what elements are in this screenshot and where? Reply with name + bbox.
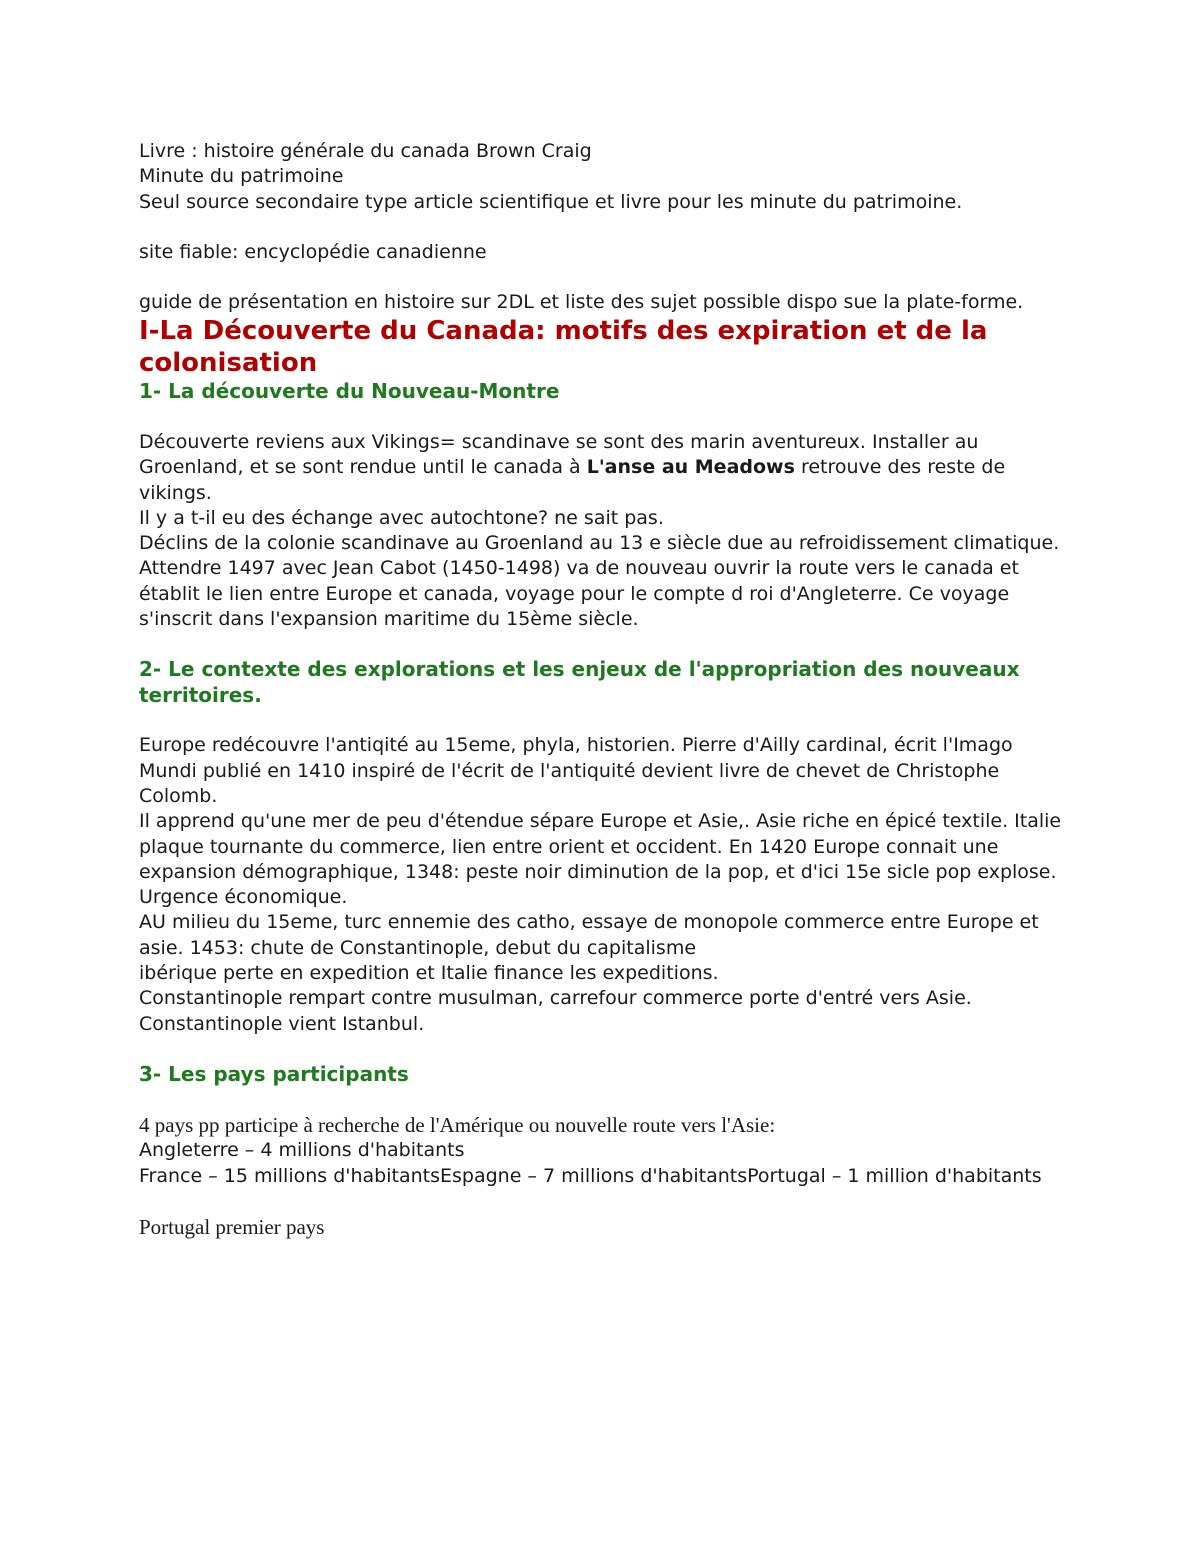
bold-place-name: L'anse au Meadows: [586, 456, 795, 479]
paragraph-portugal-first: Portugal premier pays: [139, 1215, 325, 1240]
paragraph-text: retrouve des reste de vikings.: [139, 456, 1006, 504]
spacer: [139, 1189, 1069, 1214]
intro-guide-line: guide de présentation en histoire sur 2DL et liste des sujet possible dispo sue la plate-forme.: [139, 291, 1024, 314]
paragraph-countries-intro: 4 pays pp participe à recherche de l'Amérique ou nouvelle route vers l'Asie:: [139, 1113, 776, 1138]
spacer: [139, 1037, 1069, 1062]
section-heading-1: I-La Découverte du Canada: motifs des expiration et de la colonisation: [139, 316, 988, 379]
paragraph-turks: AU milieu du 15eme, turc ennemie des catho, essaye de monopole commerce entre Europe et asie. 1453: chute de Constantinople, debut du capitalisme: [139, 911, 1039, 959]
spacer: [139, 405, 1069, 430]
paragraph-text: Découverte reviens aux Vikings= scandinave se sont des marin aventureux. Installer au Groenland, et se sont rendue until le canada à: [139, 430, 979, 479]
paragraph-exchange: Il y a t-il eu des échange avec autochtone? ne sait pas.: [139, 506, 664, 529]
paragraph-antiquity: Europe redécouvre l'antiqité au 15eme, phyla, historien. Pierre d'Ailly cardinal, écrit l'Imago Mundi publié en 1410 inspiré de l'écrit de l'antiquité devient livre de chevet de Christophe Colomb.: [139, 734, 1013, 807]
paragraph-france-spain-portugal: France – 15 millions d'habitantsEspagne – 7 millions d'habitantsPortugal – 1 million d'habitants: [139, 1164, 1042, 1187]
spacer: [139, 1087, 1069, 1112]
paragraph-iberian: ibérique perte en expedition et Italie finance les expeditions.: [139, 962, 719, 985]
paragraph-cabot: Attendre 1497 avec Jean Cabot (1450-1498) va de nouveau ouvrir la route vers le canada et établit le lien entre Europe et canada, voyage pour le compte d roi d'Angleterre. Ce voyage s'inscrit dans l'expansion maritime du 15ème siècle.: [139, 557, 1019, 631]
paragraph-asia: Il apprend qu'une mer de peu d'étendue sépare Europe et Asie,. Asie riche en épicé textile. Italie plaque tournante du commerce, lien entre orient et occident. En 1420 Europe connait une expansion démographique, 1348: peste noir diminution de la pop, et d'ici 15e sicle pop explose. Urgence économique.: [139, 810, 1062, 909]
spacer: [139, 265, 1069, 290]
intro-source-line: Seul source secondaire type article scientifique et livre pour les minute du patrimoine.: [139, 190, 963, 213]
paragraph-constantinople: Constantinople rempart contre musulman, carrefour commerce porte d'entré vers Asie.: [139, 987, 972, 1010]
paragraph-istanbul: Constantinople vient Istanbul.: [139, 1012, 425, 1035]
document-page: [139, 139, 1069, 1240]
intro-minute-line: Minute du patrimoine: [139, 165, 344, 188]
subsection-heading-3: 3- Les pays participants: [139, 1061, 409, 1086]
paragraph-vikings: [139, 430, 1069, 506]
spacer: [139, 632, 1069, 657]
intro-site-line: site fiable: encyclopédie canadienne: [139, 240, 487, 263]
spacer: [139, 215, 1069, 240]
paragraph-england: Angleterre – 4 millions d'habitants: [139, 1139, 465, 1162]
subsection-heading-2: 2- Le contexte des explorations et les enjeux de l'appropriation des nouveaux territoires.: [139, 657, 1020, 707]
spacer: [139, 708, 1069, 733]
subsection-heading-1: 1- La découverte du Nouveau-Montre: [139, 379, 560, 404]
intro-book-line: Livre : histoire générale du canada Brown Craig: [139, 140, 592, 162]
paragraph-decline: Déclins de la colonie scandinave au Groenland au 13 e siècle due au refroidissement climatique.: [139, 532, 1060, 555]
